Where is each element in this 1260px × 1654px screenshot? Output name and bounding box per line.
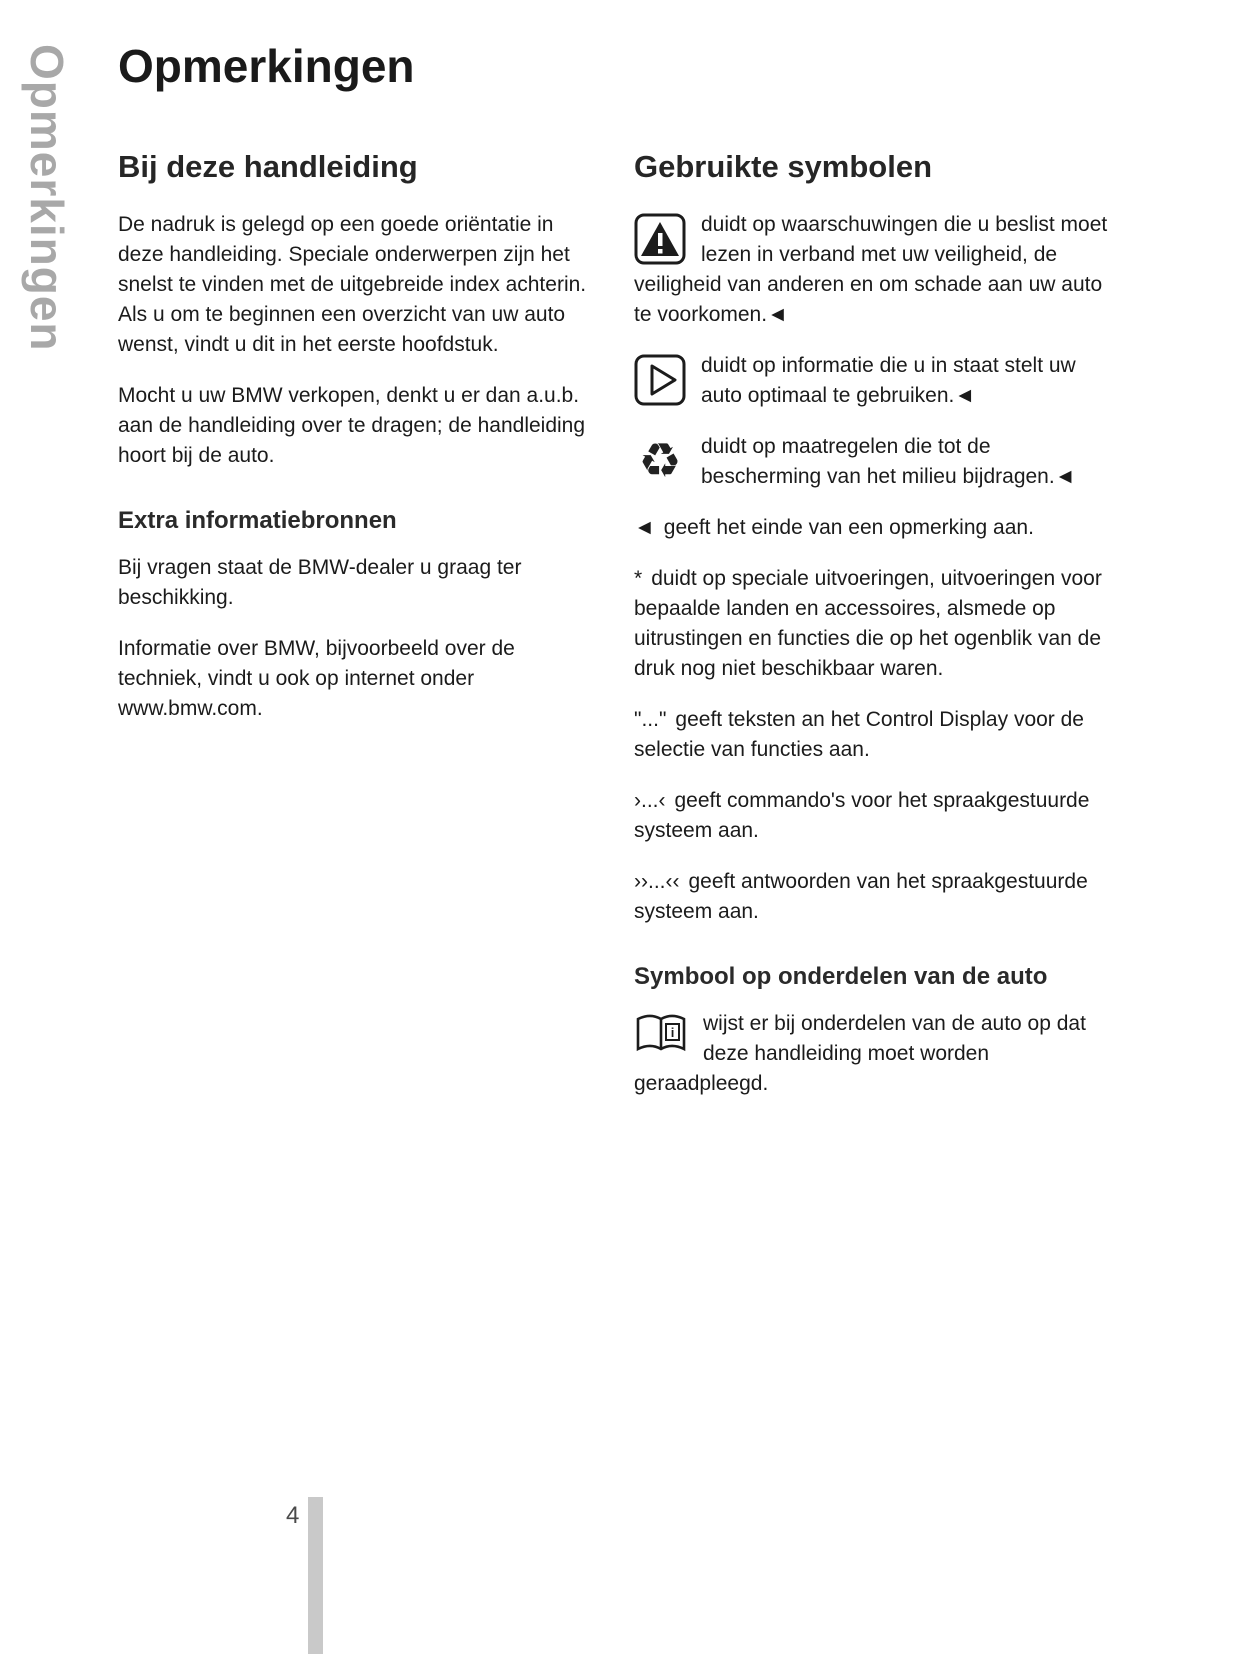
page-content bbox=[118, 42, 1114, 1120]
svg-text:i: i bbox=[670, 1024, 675, 1040]
subheading-symbol-on-parts: Symbool op onderdelen van de auto bbox=[634, 963, 1048, 991]
right-column bbox=[634, 150, 1114, 1120]
paragraph: Bij vragen staat de BMW-dealer u graag ter beschikking. bbox=[118, 555, 522, 609]
paragraph: De nadruk is gelegd op een goede oriëntatie in deze handleiding. Speciale onderwerpen zijn het snelst te vinden met de uitgebreide index achterin. Als u om te beginnen een overzicht van uw auto wenst, vindt u dit in het eerste hoofdstuk. bbox=[118, 213, 587, 357]
sidebar-chapter-label: Opmerkingen bbox=[21, 44, 73, 352]
book-icon bbox=[634, 1011, 688, 1057]
voice-command-marker: ›...‹ bbox=[634, 789, 666, 813]
legend-item-asterisk bbox=[634, 564, 1114, 684]
symbol-item-warning bbox=[634, 210, 1114, 330]
subheading-extra-info: Extra informatiebronnen bbox=[118, 507, 397, 535]
asterisk-marker: * bbox=[634, 567, 643, 591]
page-title: Opmerkingen bbox=[118, 40, 415, 92]
legend-text: geeft teksten an het Control Display voor de selectie van functies aan. bbox=[634, 708, 1084, 762]
symbol-text: duidt op maatregelen die tot de bescherming van het milieu bijdragen.◄ bbox=[701, 435, 1076, 489]
symbol-text: duidt op informatie die u in staat stelt uw auto optimaal te gebruiken.◄ bbox=[701, 354, 1076, 408]
legend-item-end-marker bbox=[634, 513, 1114, 543]
two-column-layout bbox=[118, 150, 1114, 1120]
legend-text: geeft antwoorden van het spraakgestuurde systeem aan. bbox=[634, 870, 1088, 924]
legend-text: geeft commando's voor het spraakgestuurde systeem aan. bbox=[634, 789, 1090, 843]
legend-item-quotes bbox=[634, 705, 1114, 765]
symbol-item-info bbox=[634, 351, 1114, 411]
page-number: 4 bbox=[286, 1502, 300, 1529]
paragraph: Informatie over BMW, bijvoorbeeld over de techniek, vindt u ook op internet onder www.bmw.com. bbox=[118, 636, 515, 720]
symbol-text: wijst er bij onderdelen van de auto op dat deze handleiding moet worden geraadpleegd. bbox=[634, 1011, 1086, 1095]
quotes-marker: "..." bbox=[634, 708, 667, 732]
warning-icon bbox=[634, 213, 686, 265]
paragraph: Mocht u uw BMW verkopen, denkt u er dan a.u.b. aan de handleiding over te dragen; de handleiding hoort bij de auto. bbox=[118, 384, 586, 468]
legend-item-voice-command bbox=[634, 786, 1114, 846]
symbol-text: duidt op waarschuwingen die u beslist moet lezen in verband met uw veiligheid, de veiligheid van anderen en om schade aan uw auto te voorkomen.◄ bbox=[634, 213, 1108, 327]
info-triangle-icon bbox=[634, 354, 686, 406]
recycle-icon: ♻ bbox=[638, 433, 682, 490]
symbol-item-recycle bbox=[634, 432, 1114, 492]
legend-text: duidt op speciale uitvoeringen, uitvoeringen voor bepaalde landen en accessoires, alsmede op uitrustingen en functies die op het ogenblik van de druk nog niet beschikbaar waren. bbox=[634, 567, 1102, 681]
left-column bbox=[118, 150, 590, 1120]
end-of-note-marker: ◄ bbox=[634, 516, 655, 540]
section-heading-symbols: Gebruikte symbolen bbox=[634, 149, 933, 185]
footer-decorative-bar bbox=[308, 1497, 323, 1654]
legend-text: geeft het einde van een opmerking aan. bbox=[663, 516, 1034, 540]
section-heading-about-manual: Bij deze handleiding bbox=[118, 149, 418, 185]
voice-response-marker: ››...‹‹ bbox=[634, 870, 680, 894]
symbol-item-book bbox=[634, 1009, 1114, 1099]
legend-item-voice-response bbox=[634, 867, 1114, 927]
